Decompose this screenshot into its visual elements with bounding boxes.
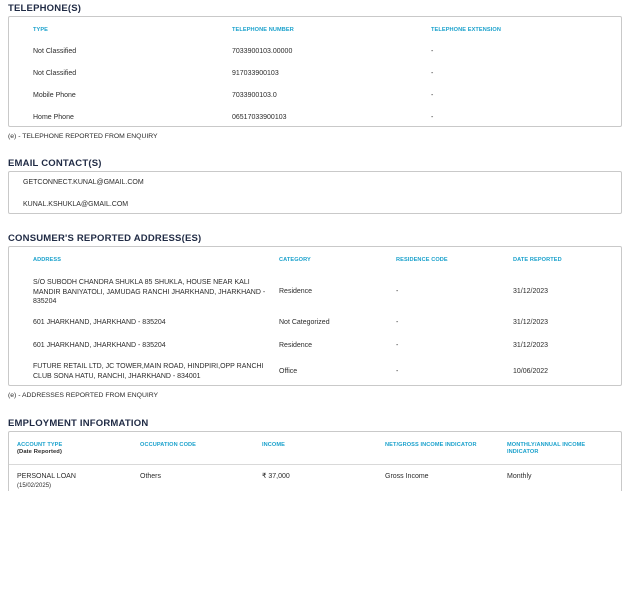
phone-number: 7033900103.0 — [232, 92, 277, 99]
header-type: TYPE — [33, 27, 49, 33]
header-telephone-extension: TELEPHONE EXTENSION — [431, 27, 501, 33]
email-item: GETCONNECT.KUNAL@GMAIL.COM — [23, 179, 144, 186]
address-date: 31/12/2023 — [513, 288, 549, 295]
header-residence-code: RESIDENCE CODE — [396, 257, 448, 263]
employment-table — [8, 431, 622, 491]
address-category: Not Categorized — [279, 319, 330, 326]
address-date: 31/12/2023 — [513, 342, 549, 349]
address-text: S/O SUBODH CHANDRA SHUKLA 85 SHUKLA, HOUSE NEAR KALI MANDIR BANIYATOLI, JAMUDAG RANCHI JHARKHAND, JHARKHAND - 835204 — [33, 279, 266, 305]
employment-monthly-annual: Monthly — [507, 473, 532, 480]
employment-net-gross: Gross Income — [385, 473, 429, 480]
address-residence-code: - — [396, 288, 399, 295]
address-category: Residence — [279, 288, 313, 295]
employment-account-type-value: PERSONAL LOAN — [17, 473, 76, 480]
header-occupation-code: OCCUPATION CODE — [140, 442, 196, 448]
telephones-title: TELEPHONE(S) — [8, 3, 82, 14]
header-income: INCOME — [262, 442, 285, 448]
employment-income: ₹ 37,000 — [262, 473, 290, 480]
employment-title: EMPLOYMENT INFORMATION — [8, 418, 149, 429]
address-category: Office — [279, 368, 298, 375]
phone-extension: - — [431, 70, 434, 77]
email-item: KUNAL.KSHUKLA@GMAIL.COM — [23, 201, 129, 208]
address-category: Residence — [279, 342, 313, 349]
header-address: ADDRESS — [33, 257, 62, 263]
phone-type: Home Phone — [33, 114, 74, 121]
address-residence-code: - — [396, 368, 399, 375]
addresses-note: (e) - ADDRESSES REPORTED FROM ENQUIRY — [8, 392, 159, 399]
phone-extension: - — [431, 92, 434, 99]
phone-extension: - — [431, 48, 434, 55]
emails-title: EMAIL CONTACT(S) — [8, 158, 102, 169]
emails-table — [8, 171, 622, 214]
employment-occupation: Others — [140, 473, 162, 480]
header-account-type-label: ACCOUNT TYPE — [17, 442, 63, 448]
header-category: CATEGORY — [279, 257, 311, 263]
employment-account-type — [17, 472, 76, 491]
phone-number: 917033900103 — [232, 70, 279, 77]
header-net-gross-indicator: NET/GROSS INCOME INDICATOR — [385, 442, 477, 448]
header-monthly-annual-indicator: MONTHLY/ANNUAL INCOME INDICATOR — [507, 442, 586, 455]
phone-type: Not Classified — [33, 70, 77, 77]
phone-extension: - — [431, 114, 434, 121]
header-account-type — [17, 442, 127, 455]
address-text: 601 JHARKHAND, JHARKHAND - 835204 — [33, 319, 166, 326]
employment-date-reported: (15/02/2025) — [17, 482, 52, 489]
header-telephone-number: TELEPHONE NUMBER — [232, 27, 294, 33]
phone-number: 06517033900103 — [232, 114, 287, 121]
header-date-reported: DATE REPORTED — [513, 257, 562, 263]
phone-type: Mobile Phone — [33, 92, 76, 99]
address-residence-code: - — [396, 319, 399, 326]
header-date-reported-sub: (Date Reported) — [17, 448, 62, 455]
employment-header-divider — [9, 464, 621, 465]
telephones-note: (e) - TELEPHONE REPORTED FROM ENQUIRY — [8, 133, 158, 140]
address-text: 601 JHARKHAND, JHARKHAND - 835204 — [33, 342, 166, 349]
telephones-table — [8, 16, 622, 127]
phone-type: Not Classified — [33, 48, 77, 55]
address-date: 10/06/2022 — [513, 368, 549, 375]
address-residence-code: - — [396, 342, 399, 349]
address-date: 31/12/2023 — [513, 319, 549, 326]
addresses-title: CONSUMER'S REPORTED ADDRESS(ES) — [8, 233, 202, 244]
address-text: FUTURE RETAIL LTD, JC TOWER,MAIN ROAD, HINDPIRI,OPP RANCHI CLUB SONA HATU, RANCHI, JHARKHAND - 834001 — [33, 363, 264, 380]
phone-number: 7033900103.00000 — [232, 48, 293, 55]
addresses-table — [8, 246, 622, 386]
